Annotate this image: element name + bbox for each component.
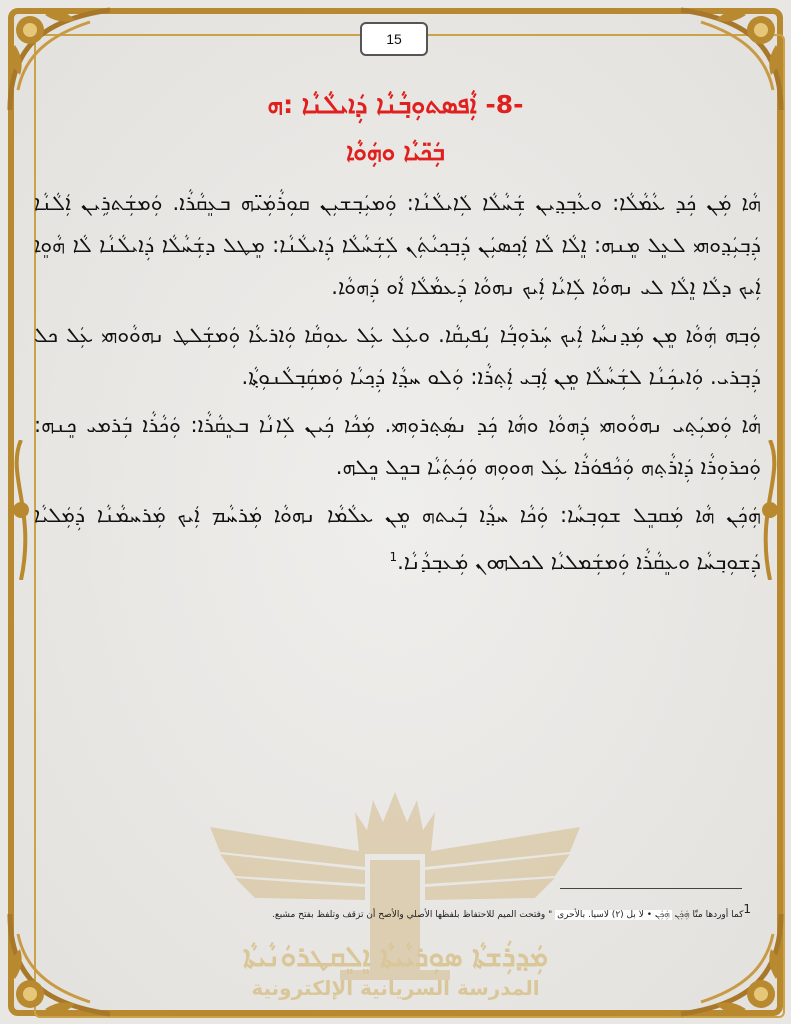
watermark-syriac-text: ܡܲܕ݂ܪܲܫܬܵܐ ܣܘܼܪܝܵܝܬܵܐ ܐܸܠܸܩܛܪܘܿܢܵܝܬܵܐ <box>243 940 548 973</box>
body-text <box>34 182 761 589</box>
paragraph <box>34 494 761 583</box>
paragraph-text: ܗܲܟܲܢ ܗܵܐ ܡܲܩܒܸܠ ܫܘܼܒ݂ܚܵܐ: ܘܲܟܵܐ ܚܕ݂ܵܐ ܒܲܝܬܗ ܡܸܢ ܥܠܵܡܵܐ ܢܗܘܵܐ ܡܲܪܚܵܡ ܐܲܝܟ ܡܲܪܚܡܵܢܵܐ ܕܲܡܲܠܝܵܐ ܕܲܫܘܼܒ݂ܚܵܐ ܘܥܸܩܵܪܵܐ ܘܲܡܫܲܡܠܝܵܐ ܠܟܠܗܘܢ ܡܲܥܒ݂ܕܵܢܵܐ. <box>34 503 761 574</box>
side-ornament-icon <box>6 440 36 580</box>
corner-ornament-icon <box>671 904 791 1024</box>
paragraph: ܘܲܒ݂ܗ ܗܲܘܵܐ ܡܸܢ ܡܲܕ݂ܢܚܵܐ ܐܲܝܟ ܚܲܪܘܼܒ݂ܵܐ ܢܲܦܝܼܩܵܐ. ܘܥܲܠ ܥܲܠ ܥܘܼܩܵܐ ܘܲܐܪܥܵܐ ܘܲܡܫܲܠܛ ܢܗܘܵܘܗܝ ܥܲܠ ܟܠ ܕܲܒ݂ܪܝ. ܘܲܐܝܟܲܢܵܐ ܠܫܲܚܵܠܵܐ ܡܸܢ ܐܲܒ݂ܝ ܐܲܬ݂ܪܵܐ: ܘܲܠܘ ܚܕ݂ܵܐ ܕܲܟ݂ܝܵܐ ܘܲܡܩܲܒ݂ܠܵܢܘܼܬ݂ܵܐ. <box>34 323 761 389</box>
footnote-prefix: كما أوردها متّا <box>689 910 744 920</box>
watermark-arabic-text: المدرسة السريانية الإلكترونية <box>251 976 540 1000</box>
section-subheading: ܒܲܟ̈ܝܵܐ ܘܗܲܘܵܐ <box>346 138 445 166</box>
corner-ornament-icon <box>0 904 120 1024</box>
footnote-divider <box>560 888 742 889</box>
paragraph: ܗܵܐ ܡܲܢ ܟܲܕ ܥܵܡܵܠܵܐ: ܘܥܵܒ݂ܕ݂ܝܢ ܫܲܚܵܠܵܐ ܠܲܐܝܠܵܢܵܐ: ܘܲܡܝܲܒ݂ܫܝܼܢ ܩܘܼܪܵܡܲܝ̈ܗ ܒܥܸܩܵܪܵܐ. ܘܲܡܫܲܬܪܹܝܢ ܐܲܠܵܢܵܐ ܕܲܒ݂ܝܲܕ݂ܘܗܝ ܠܥܸܠ ܡܸܢܗ: ܐܸܠܵܐ ܠܵܐ ܐܲܟ݂ܣܝܲܢ ܕܲܒ݂ܟ݂ܝܵܬܲܢ ܠܲܫܲܚܵܠܵܐ ܕܲܐܝܠܵܢܵܐ: ܡܸܛܠ ܕܫܲܚܵܠܵܐ ܕܲܐܝܠܵܢܵܐ ܠܵܐ ܗܵܘܸܐ ܐܲܝܟ ܕܠܵܐ ܐܸܠܵܐ ܠܝ ܢܗܘܵܐ ܠܲܐܝܵܐ ܐܲܝܟ ܢܗܘܵܐ ܕܲܥܡܵܠܵܐ ܐܵܘ ܕܲܗܘܵܐ. <box>34 191 761 299</box>
footnote-highlight <box>555 910 672 920</box>
footnote <box>40 902 751 922</box>
section-heading: -8- ܐܼܵܦܣܬܘܼܒ݂ܵܢܵܐ ܕܲܐܝܠܵܢܵܐ :ܗ <box>267 90 524 119</box>
footnote-suffix: " وفتحت الميم للاحتفاظ بلفظها الأصلي والأصح أن تزقف وتلفظ بفتح مشبع. <box>272 910 556 920</box>
paragraph: ܗܵܐ ܘܲܡܝܲܬ݂ܝ ܢܗܘܵܘܗܝ ܕܲܗܘܵܐ ܘܗܵܐ ܟܲܕ ܢܣܲܬ݂ܪܘܼܗܝ. ܡܲܟܵܐ ܟܲܝܢ ܠܲܐܢܵܐ ܒܥܸܩܵܪܵܐ: ܘܲܟܵܪܵܐ ܒܲܪܡܝ ܟܸܢܗ: ܘܲܟܪܘܼܪܵܐ ܕܲܐܪܵܬ݂ܗ ܘܲܟܵܦܘܿܪܵܐ ܥܲܠ ܗܘܘܼܗ ܘܲܟܲܬܲܝܵܐ ܒܟܸܠ ܟܸܠܗ. <box>34 413 761 479</box>
footnote-marker: 1 <box>389 550 398 564</box>
footnote-highlight-text: • لا بل (٢) لاسيا. بالأحرى <box>557 910 655 920</box>
page-number: 15 <box>360 22 428 56</box>
footnote-syriac-word: ܗܲܟܲܢ <box>674 910 690 920</box>
footnote-number: 1 <box>743 902 751 916</box>
footnote-syriac-word-2: ܗܲܟܲܢ <box>654 910 670 920</box>
